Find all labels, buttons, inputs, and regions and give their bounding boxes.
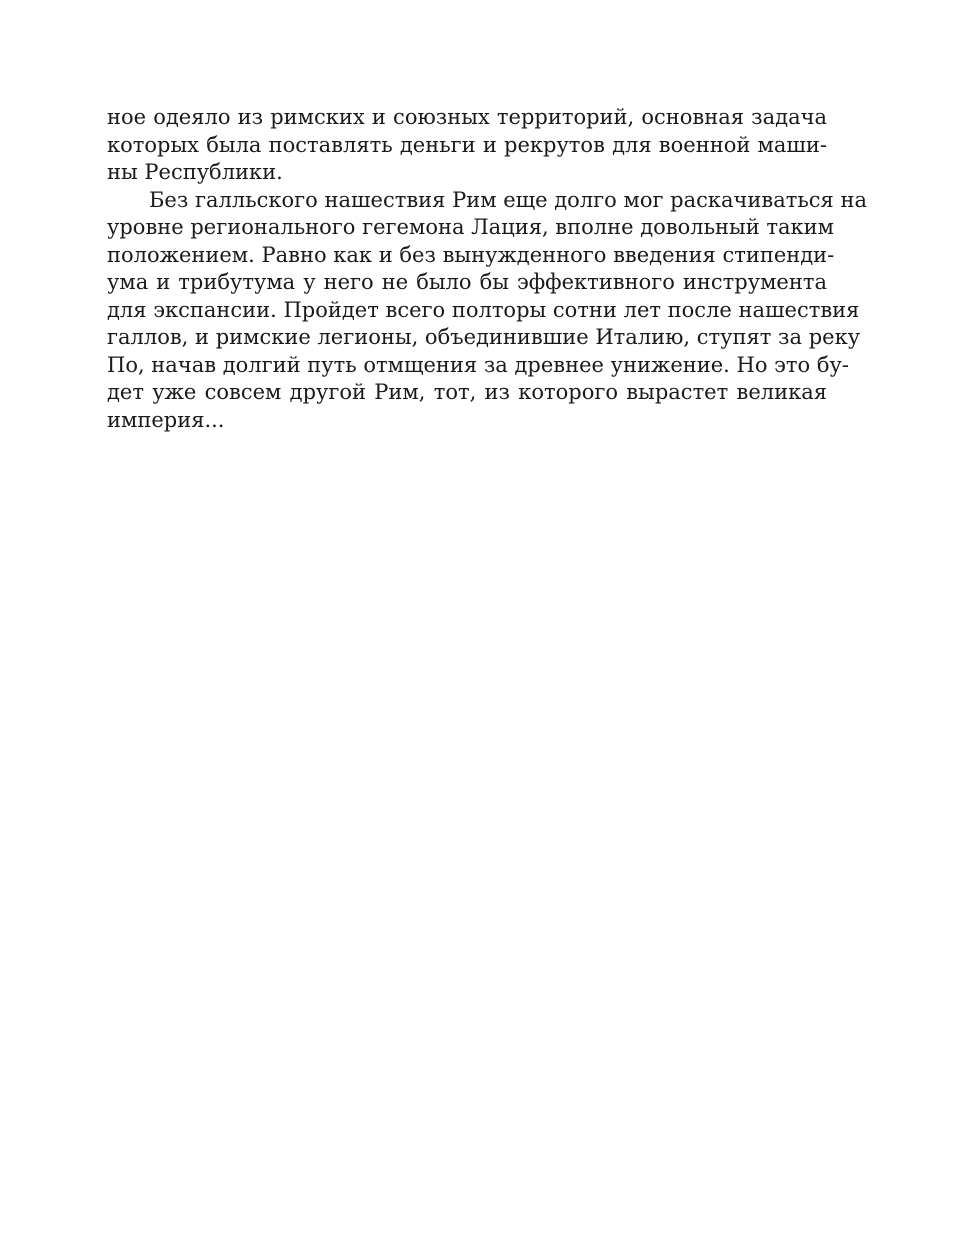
text-line: которых была поставлять деньги и рекрутов для военной маши- [107, 132, 827, 157]
text-line: для экспансии. Пройдет всего полторы сотни лет после нашествия [107, 297, 860, 322]
text-line: империя... [107, 407, 225, 432]
text-line: уровне регионального гегемона Лация, вполне довольный таким [107, 215, 834, 239]
paragraph-1 [107, 104, 827, 187]
text-line: По, начав долгий путь отмщения за древнее унижение. Но это бу- [107, 352, 849, 377]
text-line: ны Республики. [107, 160, 283, 184]
text-line: Без галльского нашествия Рим еще долго мог раскачиваться на [149, 187, 867, 212]
paragraph-2 [107, 187, 867, 435]
text-line: галлов, и римские легионы, объединившие Италию, ступят за реку [107, 325, 861, 349]
text-line: дет уже совсем другой Рим, тот, из которого вырастет великая [107, 380, 827, 404]
body-text [107, 104, 867, 434]
text-line: ума и трибутума у него не было бы эффективного инструмента [107, 270, 827, 294]
text-line: положением. Равно как и без вынужденного введения стипенди- [107, 242, 835, 267]
text-line: ное одеяло из римских и союзных территорий, основная задача [107, 105, 827, 129]
